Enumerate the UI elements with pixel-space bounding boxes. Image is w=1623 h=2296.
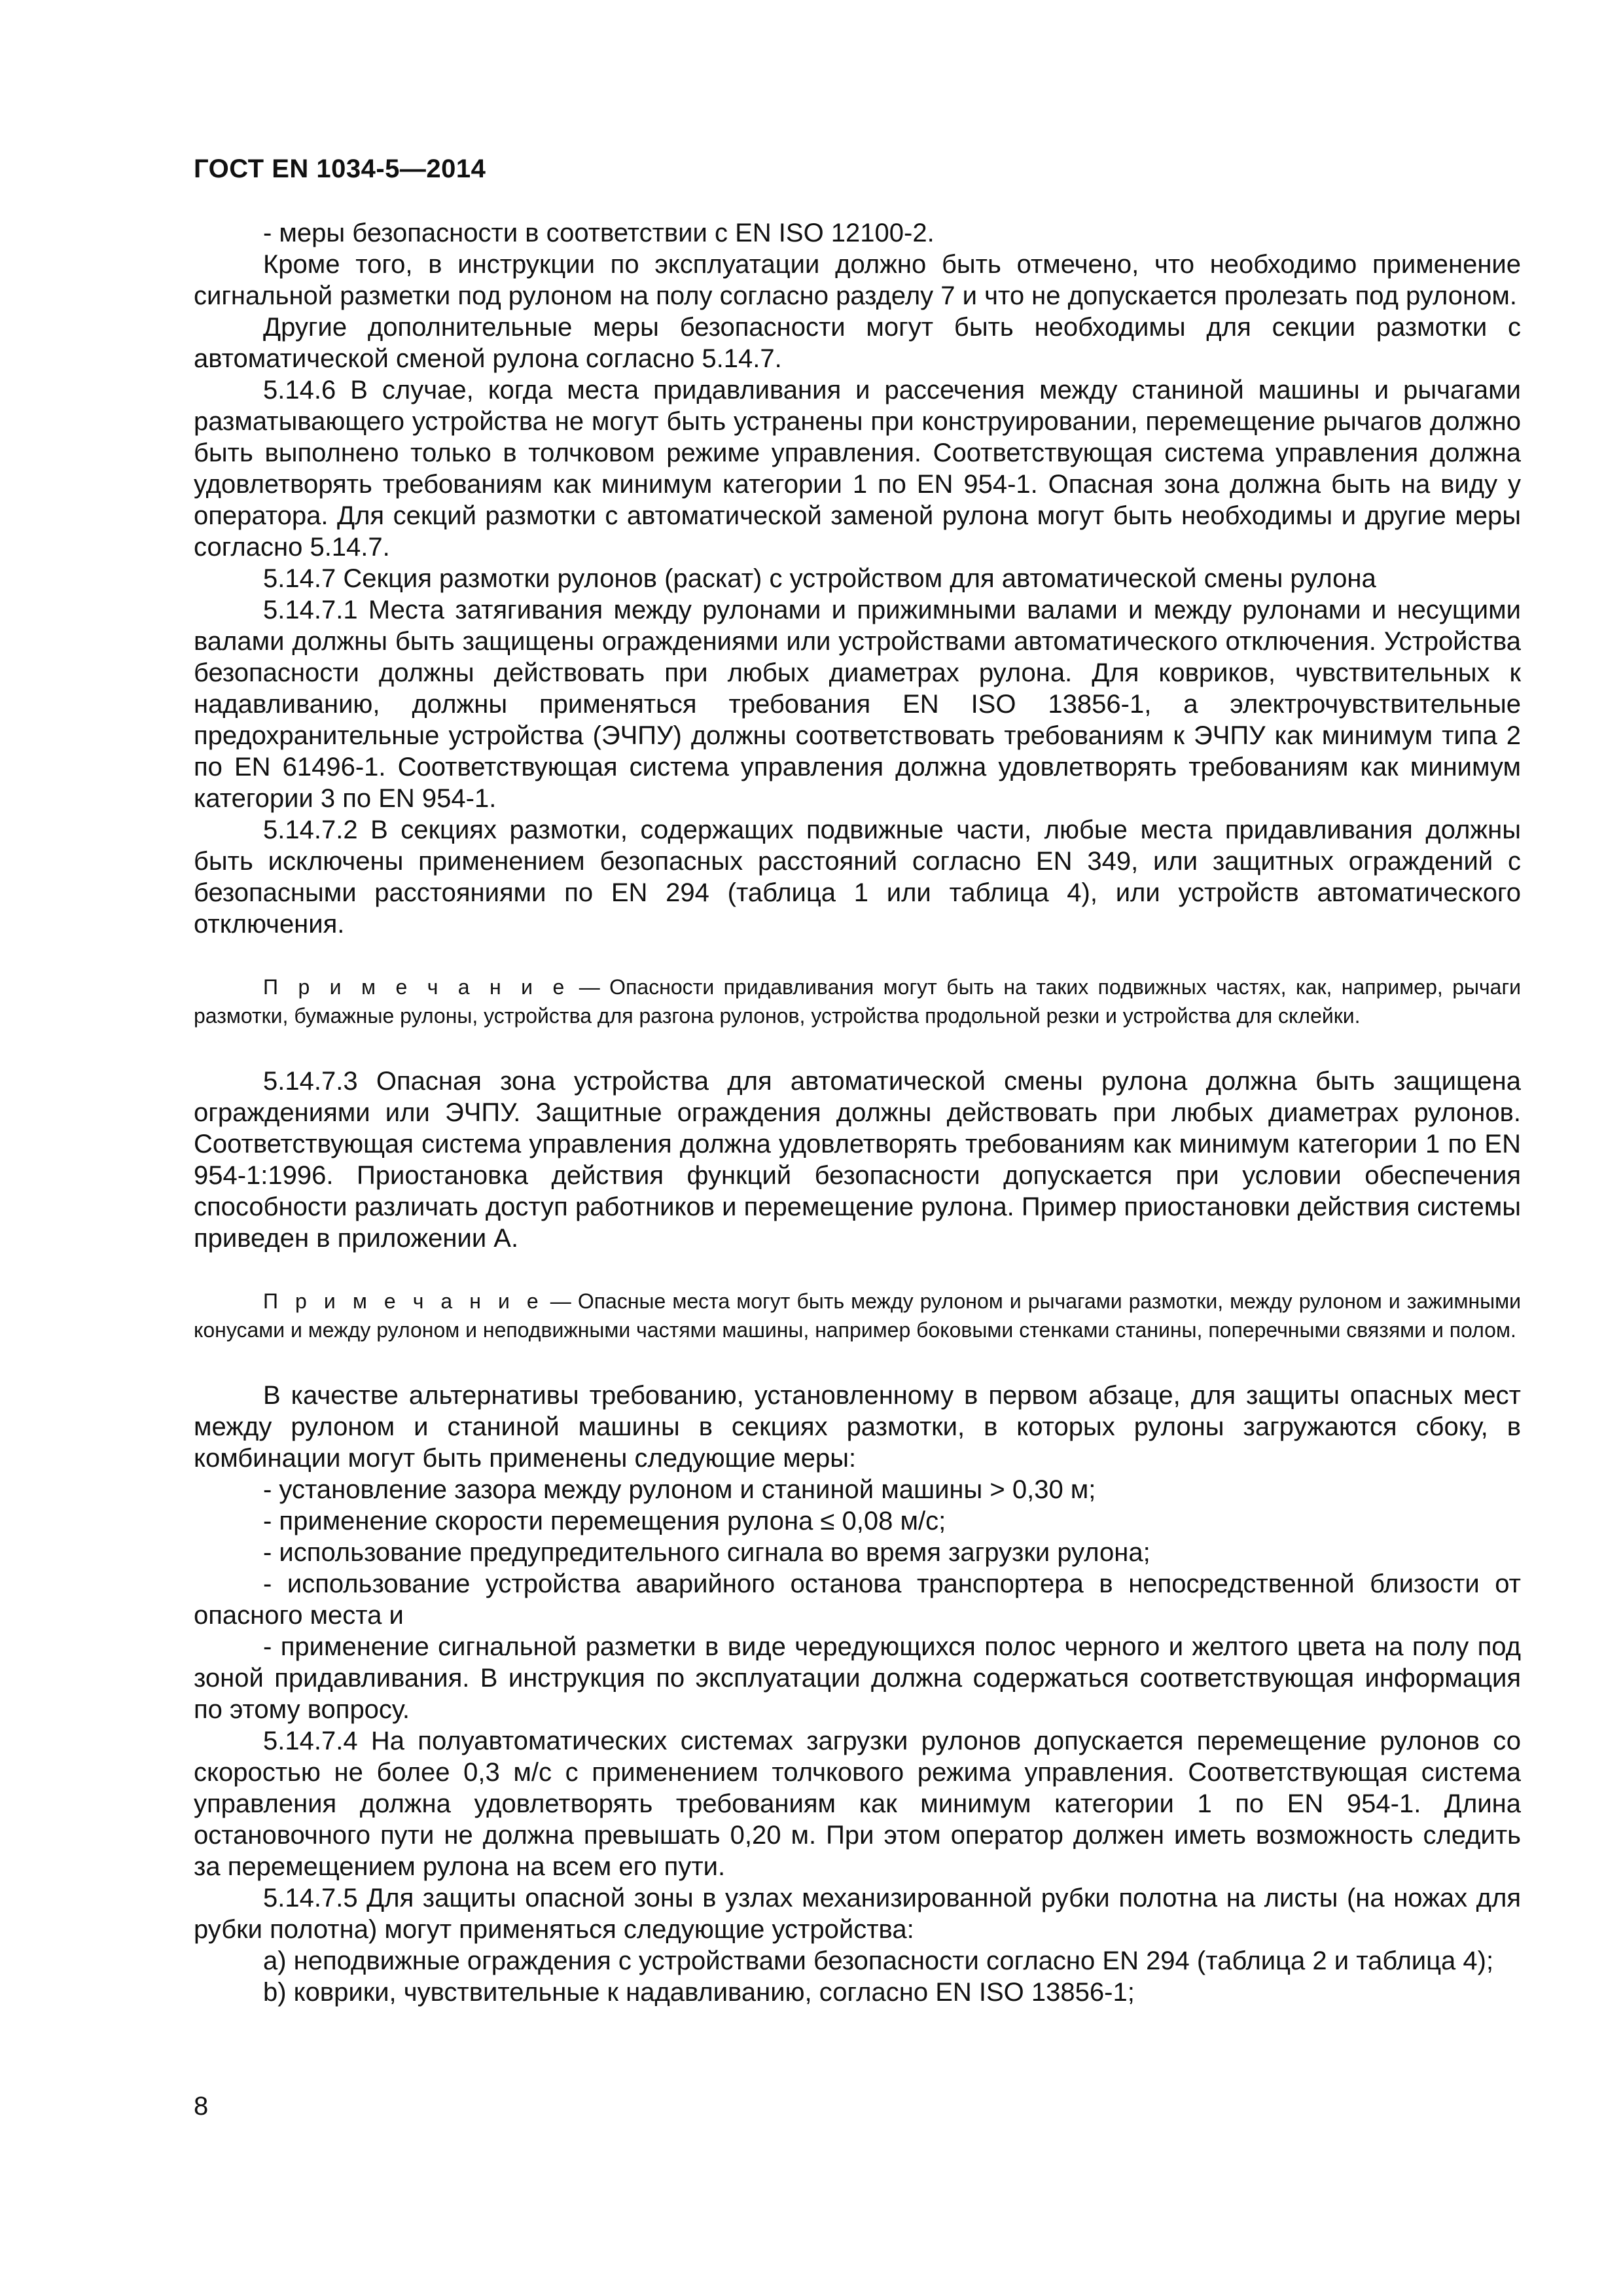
list-item-fixed-guards: а) неподвижные ограждения с устройствами безопасности согласно EN 294 (таблица 2 и таблица 4); bbox=[263, 1946, 1494, 1975]
paragraph-5-14-7-3: 5.14.7.3 Опасная зона устройства для автоматической смены рулона должна быть защищена ограждениями или ЭЧПУ. Защитные ограждения должны действовать при любых диаметрах рулонов. Соответствующая система управления должна удовлетворять требованиям как минимум категории 1 по EN 954-1:1996. Приостановка действия функций безопасности допускается при условии обеспечения способности различать доступ работников и перемещение рулона. Пример приостановки действия системы приведен в приложении А. bbox=[194, 1067, 1521, 1253]
paragraph-5-14-7-5: 5.14.7.5 Для защиты опасной зоны в узлах механизированной рубки полотна на листы (на ножах для рубки полотна) могут применяться следующие устройства: bbox=[194, 1884, 1521, 1944]
list-item-warning-signal: - использование предупредительного сигнала во время загрузки рулона; bbox=[263, 1538, 1150, 1567]
note-2-text: — Опасные места могут быть между рулоном и рычагами размотки, между рулоном и зажимными конусами и между рулоном и неподвижными частями машины, например боковыми стенками станины, поперечными связями и полом. bbox=[194, 1289, 1522, 1342]
paragraph-5-14-7: 5.14.7 Секция размотки рулонов (раскат) с устройством для автоматической смены рулона bbox=[263, 564, 1376, 593]
paragraph-alternative-measures: В качестве альтернативы требованию, установленному в первом абзаце, для защиты опасных мест между рулоном и станиной машины в секциях размотки, в которых рулоны загружаются сбоку, в комбинации могут быть применены следующие меры: bbox=[194, 1381, 1521, 1473]
list-item-speed: - применение скорости перемещения рулона ≤ 0,08 м/с; bbox=[263, 1507, 946, 1535]
paragraph-instructions: Кроме того, в инструкции по эксплуатации должно быть отмечено, что необходимо применение сигнальной разметки под рулоном на полу согласно разделу 7 и что не допускается пролезать под рулоном. bbox=[194, 250, 1521, 310]
list-item-gap: - установление зазора между рулоном и станиной машины > 0,30 м; bbox=[263, 1475, 1096, 1504]
page-number: 8 bbox=[194, 2092, 209, 2121]
note-2 bbox=[194, 1287, 1521, 1344]
list-item-pressure-mats: b) коврики, чувствительные к надавливанию, согласно EN ISO 13856-1; bbox=[263, 1978, 1135, 2007]
paragraph-additional-measures: Другие дополнительные меры безопасности могут быть необходимы для секции размотки с автоматической сменой рулона согласно 5.14.7. bbox=[194, 313, 1521, 373]
paragraph-5-14-6: 5.14.6 В случае, когда места придавливания и рассечения между станиной машины и рычагами разматывающего устройства не могут быть устранены при конструировании, перемещение рычагов должно быть выполнено только в толчковом режиме управления. Соответствующая система управления должна удовлетворять требованиям как минимум категории 1 по EN 954-1. Опасная зона должна быть на виду у оператора. Для секций размотки с автоматической заменой рулона могут быть необходимы и другие меры согласно 5.14.7. bbox=[194, 376, 1521, 562]
paragraph-safety-measures: - меры безопасности в соответствии с EN ISO 12100-2. bbox=[263, 219, 935, 247]
note-2-label: П р и м е ч а н и е bbox=[263, 1289, 544, 1313]
list-item-floor-marking: - применение сигнальной разметки в виде чередующихся полос черного и желтого цвета на полу под зоной придавливания. В инструкция по эксплуатации должна содержаться соответствующая информация по этому вопросу. bbox=[194, 1632, 1521, 1724]
paragraph-5-14-7-1: 5.14.7.1 Места затягивания между рулонами и прижимными валами и между рулонами и несущими валами должны быть защищены ограждениями или устройствами автоматического отключения. Устройства безопасности должны действовать при любых диаметрах рулона. Для ковриков, чувствительных к надавливанию, должны применяться требования EN ISO 13856-1, а электрочувствительные предохранительные устройства (ЭЧПУ) должны соответствовать требованиям к ЭЧПУ как минимум типа 2 по EN 61496-1. Соответствующая система управления должна удовлетворять требованиям как минимум категории 3 по EN 954-1. bbox=[194, 596, 1521, 813]
note-1-text: — Опасности придавливания могут быть на таких подвижных частях, как, например, рычаги размотки, бумажные рулоны, устройства для разгона рулонов, устройства продольной резки и устройства для склейки. bbox=[194, 975, 1522, 1028]
page-header-title: ГОСТ EN 1034-5—2014 bbox=[194, 154, 486, 183]
document-body bbox=[194, 217, 1521, 2008]
paragraph-5-14-7-4: 5.14.7.4 На полуавтоматических системах загрузки рулонов допускается перемещение рулонов со скоростью не более 0,3 м/с с применением толчкового режима управления. Соответствующая система управления должна удовлетворять требованиям как минимум категории 1 по EN 954-1. Длина остановочного пути не должна превышать 0,20 м. При этом оператор должен иметь возможность следить за перемещением рулона на всем его пути. bbox=[194, 1727, 1521, 1881]
list-item-emergency-stop: - использование устройства аварийного останова транспортера в непосредственной близости от опасного места и bbox=[194, 1570, 1521, 1630]
note-1-label: П р и м е ч а н и е bbox=[263, 975, 570, 999]
paragraph-5-14-7-2: 5.14.7.2 В секциях размотки, содержащих подвижные части, любые места придавливания должны быть исключены применением безопасных расстояний согласно EN 349, или защитных ограждений с безопасными расстояниями по EN 294 (таблица 1 или таблица 4), или устройств автоматического отключения. bbox=[194, 816, 1521, 939]
note-1 bbox=[194, 973, 1521, 1030]
